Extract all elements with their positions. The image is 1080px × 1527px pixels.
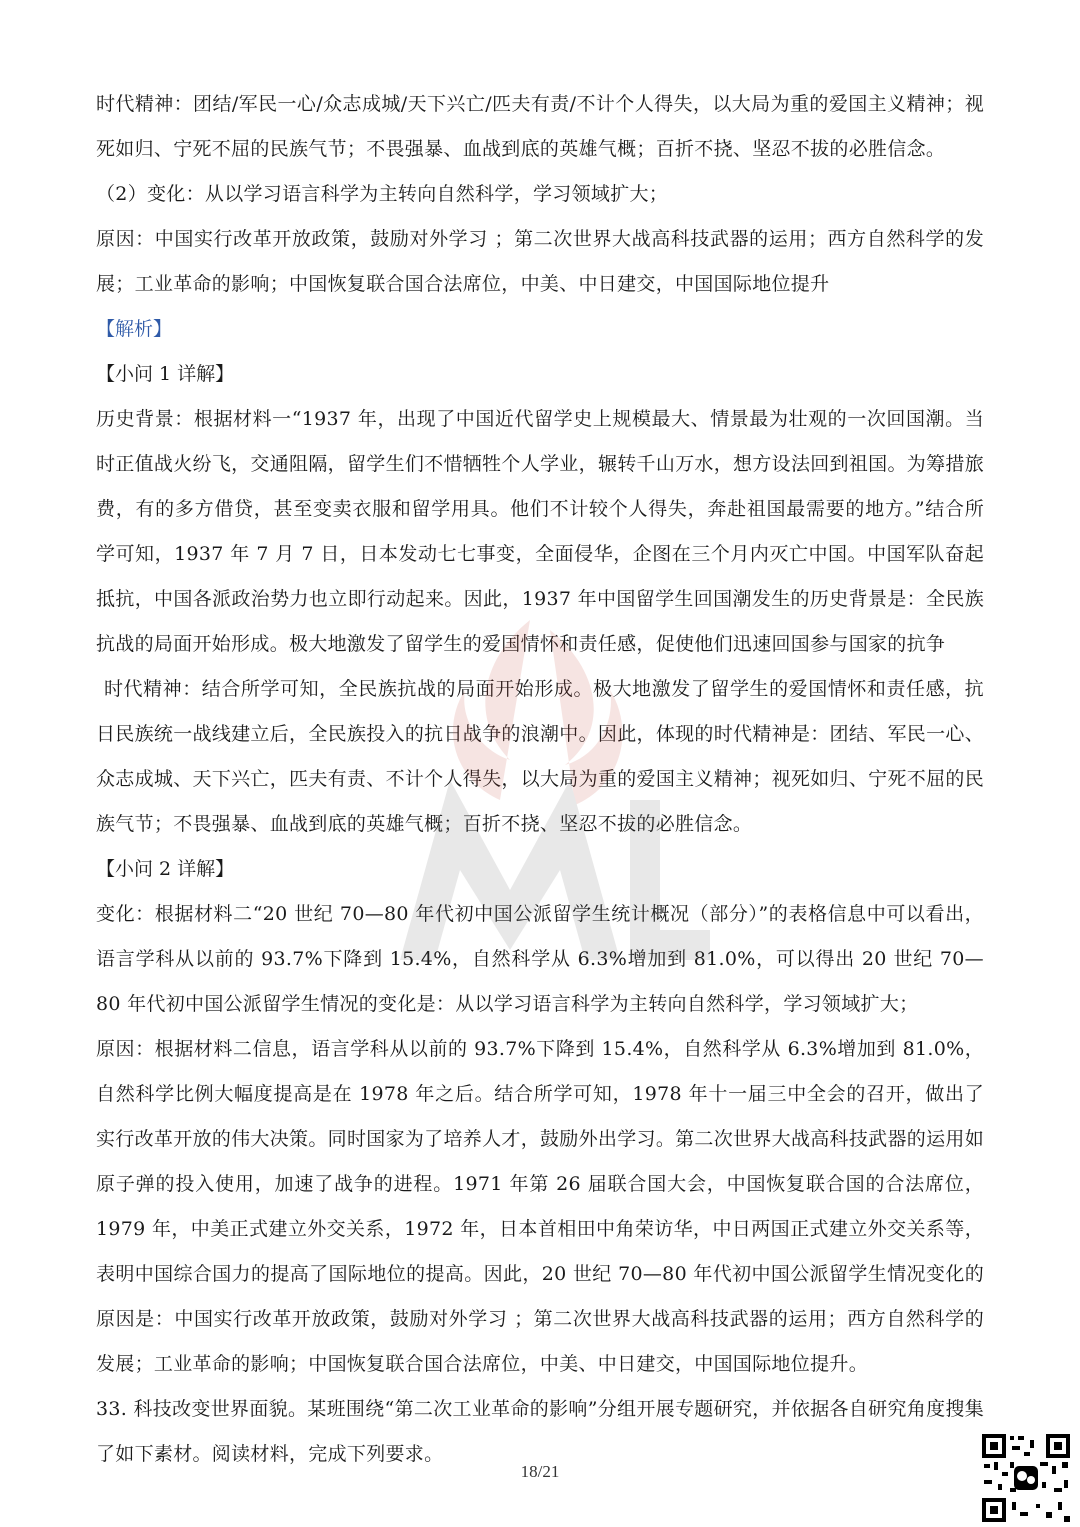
- q1-background-paragraph: 历史背景：根据材料一“1937 年，出现了中国近代留学史上规模最大、情景最为壮观的一次回国潮。当时正值战火纷飞，交通阻隔，留学生们不惜牺牲个人学业，辗转千山万水，想方设法回到祖国。为筹措旅费，有的多方借贷，甚至变卖衣服和留学用具。他们不计较个人得失，奔赴祖国最需要的地方。”结合所学可知，1937 年 7 月 7 日，日本发动七七事变，全面侵华，企图在三个月内灭亡中国。中国军队奋起抵抗，中国各派政治势力也立即行动起来。因此，1937 年中国留学生回国潮发生的历史背景是：全民族抗战的局面开始形成。极大地激发了留学生的爱国情怀和责任感，促使他们迅速回国参与国家的抗争: [96, 408, 984, 655]
- page-number: 18/21: [520, 1462, 560, 1481]
- q2-detail-label: 【小问 2 详解】: [96, 858, 235, 880]
- analysis-label: 【解析】: [96, 318, 173, 340]
- answer-spirit-paragraph: 时代精神：团结/军民一心/众志成城/天下兴亡/匹夫有责/不计个人得失，以大局为重的爱国主义精神；视死如归、宁死不屈的民族气节；不畏强暴、血战到底的英雄气概；百折不挠、坚忍不拔的必胜信念。: [96, 93, 984, 160]
- q1-spirit-paragraph: 时代精神：结合所学可知，全民族抗战的局面开始形成。极大地激发了留学生的爱国情怀和责任感，抗日民族统一战线建立后，全民族投入的抗日战争的浪潮中。因此，体现的时代精神是：团结、军民一心、众志成城、天下兴亡，匹夫有责、不计个人得失，以大局为重的爱国主义精神；视死如归、宁死不屈的民族气节；不畏强暴、血战到底的英雄气概；百折不挠、坚忍不拔的必胜信念。: [96, 678, 984, 835]
- q1-detail-label: 【小问 1 详解】: [96, 363, 235, 385]
- q2-reason-paragraph: 原因：根据材料二信息，语言学科从以前的 93.7%下降到 15.4%，自然科学从 6.3%增加到 81.0%，自然科学比例大幅度提高是在 1978 年之后。结合所学可知，1978 年十一届三中全会的召开，做出了实行改革开放的伟大决策。同时国家为了培养人才，鼓励外出学习。第二次世界大战高科技武器的运用如原子弹的投入使用，加速了战争的进程。1971 年第 26 届联合国大会，中国恢复联合国的合法席位，1979 年，中美正式建立外交关系，1972 年，日本首相田中角荣访华，中日两国正式建立外交关系等，表明中国综合国力的提高了国际地位的提高。因此，20 世纪 70—80 年代初中国公派留学生情况变化的原因是：中国实行改革开放政策，鼓励对外学习 ；第二次世界大战高科技武器的运用；西方自然科学的发展；工业革命的影响；中国恢复联合国合法席位，中美、中日建交，中国国际地位提升。: [96, 1038, 984, 1375]
- answer-reason-paragraph: 原因：中国实行改革开放政策，鼓励对外学习 ；第二次世界大战高科技武器的运用；西方自然科学的发展；工业革命的影响；中国恢复联合国合法席位，中美、中日建交，中国国际地位提升: [96, 228, 984, 295]
- answer-change-paragraph: （2）变化：从以学习语言科学为主转向自然科学，学习领域扩大；: [96, 183, 669, 205]
- q2-change-paragraph: 变化：根据材料二“20 世纪 70—80 年代初中国公派留学生统计概况（部分）”的表格信息中可以看出，语言学科从以前的 93.7%下降到 15.4%，自然科学从 6.3%增加到 81.0%，可以得出 20 世纪 70—80 年代初中国公派留学生情况的变化是：从以学习语言科学为主转向自然科学，学习领域扩大；: [96, 903, 984, 1015]
- question-33-paragraph: 33. 科技改变世界面貌。某班围绕“第二次工业革命的影响”分组开展专题研究，并依据各自研究角度搜集了如下素材。阅读材料，完成下列要求。: [96, 1398, 984, 1465]
- document-body: [96, 82, 984, 1477]
- qr-code-icon[interactable]: [980, 1432, 1072, 1524]
